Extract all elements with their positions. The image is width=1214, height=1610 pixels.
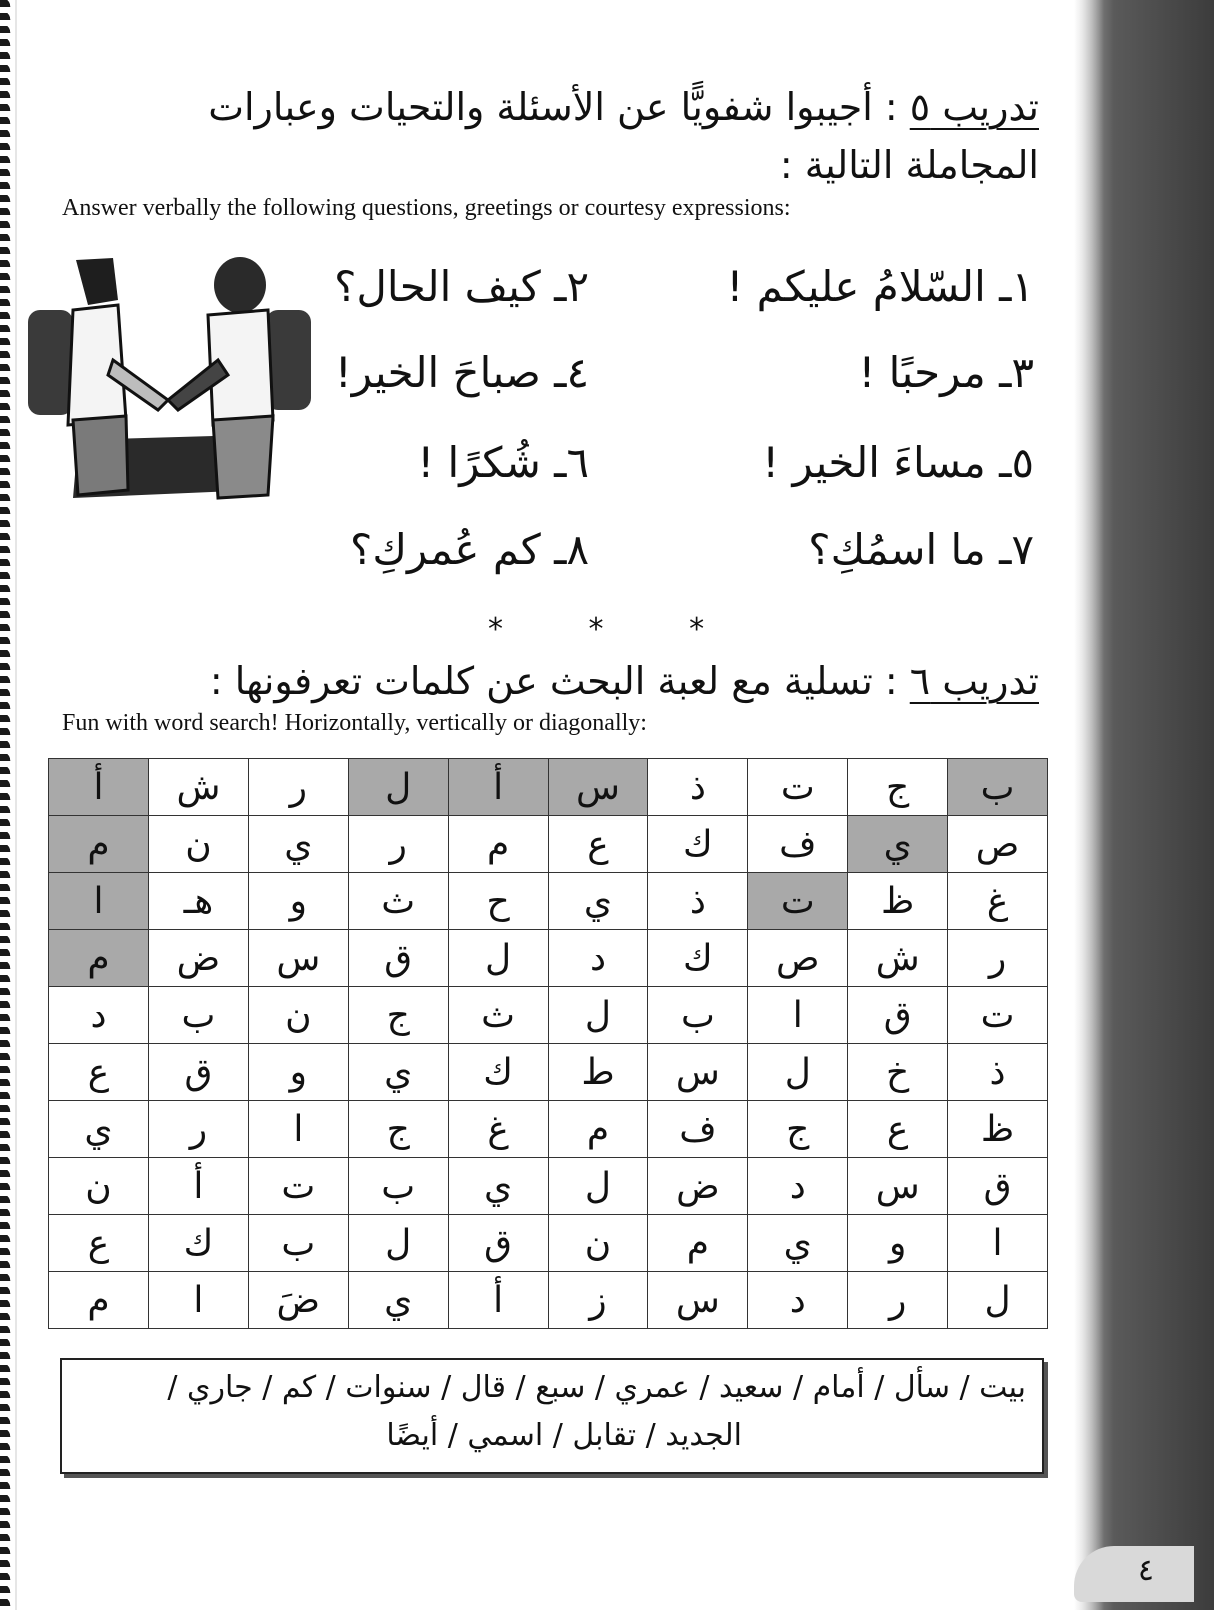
grid-cell[interactable]: ي [348,1044,448,1101]
grid-cell[interactable]: ا [148,1272,248,1329]
grid-cell[interactable]: ع [848,1101,948,1158]
grid-cell[interactable]: ف [648,1101,748,1158]
grid-cell[interactable]: ب [248,1215,348,1272]
spiral-binding [0,0,14,1610]
grid-cell[interactable]: ح [448,873,548,930]
grid-cell[interactable]: ج [748,1101,848,1158]
grid-cell[interactable]: س [248,930,348,987]
grid-cell[interactable]: ضَ [248,1272,348,1329]
grid-cell[interactable]: ق [948,1158,1048,1215]
grid-row [49,1101,1048,1158]
phrase-8: ٨ـ كم عُمركِ؟ [350,525,589,574]
grid-cell[interactable]: م [448,816,548,873]
grid-row [49,1272,1048,1329]
grid-cell[interactable]: ل [448,930,548,987]
grid-cell[interactable]: ظ [848,873,948,930]
grid-row [49,816,1048,873]
grid-cell[interactable]: س [648,1272,748,1329]
grid-cell[interactable]: غ [948,873,1048,930]
word-list-line2: الجديد / تقابل / اسمي / أيضًا [386,1418,742,1453]
grid-cell[interactable]: ذ [648,873,748,930]
phrase-6: ٦ـ شُكرًا ! [417,438,589,487]
grid-cell[interactable]: ب [348,1158,448,1215]
grid-cell[interactable]: و [248,873,348,930]
grid-cell[interactable]: ب [648,987,748,1044]
grid-cell[interactable]: ع [49,1215,149,1272]
grid-cell[interactable]: ب [148,987,248,1044]
grid-cell[interactable]: م [548,1101,648,1158]
grid-cell[interactable]: ت [248,1158,348,1215]
grid-cell[interactable]: ا [748,987,848,1044]
grid-cell[interactable]: ذ [648,759,748,816]
grid-cell[interactable]: ي [748,1215,848,1272]
grid-cell[interactable]: ص [948,816,1048,873]
phrase-2: ٢ـ كيف الحال؟ [334,262,589,311]
grid-row [49,1215,1048,1272]
grid-cell[interactable]: ق [848,987,948,1044]
grid-cell[interactable]: ن [248,987,348,1044]
grid-cell[interactable]: ع [49,1044,149,1101]
grid-cell[interactable]: ي [848,816,948,873]
grid-cell[interactable]: أ [148,1158,248,1215]
grid-cell[interactable]: س [848,1158,948,1215]
word-list-box [60,1358,1044,1474]
grid-cell[interactable]: أ [448,1272,548,1329]
handshake-illustration [18,240,318,510]
phrase-7: ٧ـ ما اسمُكِ؟ [808,525,1034,574]
grid-cell[interactable]: ت [748,873,848,930]
grid-cell[interactable]: ط [548,1044,648,1101]
phrase-1: ١ـ السّلامُ عليكم ! [726,262,1034,311]
grid-cell[interactable]: ق [148,1044,248,1101]
grid-cell[interactable]: ن [49,1158,149,1215]
grid-cell[interactable]: ر [148,1101,248,1158]
grid-cell[interactable]: م [648,1215,748,1272]
exercise6-instruction: Fun with word search! Horizontally, vertically or diagonally: [62,710,647,736]
grid-cell[interactable]: ز [548,1272,648,1329]
grid-cell[interactable]: م [49,930,149,987]
grid-cell[interactable]: ل [748,1044,848,1101]
grid-cell[interactable]: ر [948,930,1048,987]
grid-cell[interactable]: ر [248,759,348,816]
grid-cell[interactable]: ل [948,1272,1048,1329]
grid-cell[interactable]: ا [948,1215,1048,1272]
grid-cell[interactable]: ك [448,1044,548,1101]
grid-cell[interactable]: ث [348,873,448,930]
grid-cell[interactable]: ف [748,816,848,873]
page-number-tab [1074,1546,1194,1602]
grid-cell[interactable]: ك [648,930,748,987]
page-number: ٤ [1137,1553,1154,1588]
exercise5-title [60,78,1039,136]
binding-margin [15,0,17,1610]
grid-cell[interactable]: ا [248,1101,348,1158]
grid-cell[interactable]: أ [448,759,548,816]
grid-cell[interactable]: و [248,1044,348,1101]
grid-cell[interactable]: ض [648,1158,748,1215]
grid-cell[interactable]: د [49,987,149,1044]
exercise5-title-line2: المجاملة التالية : [779,143,1039,187]
grid-cell[interactable]: خ [848,1044,948,1101]
grid-cell[interactable]: ي [49,1101,149,1158]
grid-cell[interactable]: ج [348,1101,448,1158]
grid-cell[interactable]: م [49,1272,149,1329]
grid-cell[interactable]: د [748,1272,848,1329]
grid-row [49,930,1048,987]
grid-cell[interactable]: ر [348,816,448,873]
grid-row [49,1158,1048,1215]
section-separator: * * * [488,612,743,647]
exercise6-title [60,652,1039,710]
grid-cell[interactable]: ت [948,987,1048,1044]
phrase-5: ٥ـ مساءَ الخير ! [762,438,1034,487]
grid-cell[interactable]: ش [148,759,248,816]
exercise6-title-text: : تسلية مع لعبة البحث عن كلمات تعرفونها : [209,659,910,703]
grid-cell[interactable]: ل [548,1158,648,1215]
grid-cell[interactable]: س [548,759,648,816]
grid-row [49,759,1048,816]
grid-cell[interactable]: د [548,930,648,987]
exercise5-instruction: Answer verbally the following questions, greetings or courtesy expressions: [62,195,791,221]
grid-cell[interactable]: ل [348,1215,448,1272]
grid-cell[interactable]: ل [548,987,648,1044]
word-search-grid [48,758,1048,1329]
grid-cell[interactable]: أ [49,759,149,816]
page-edge-shadow [1074,0,1214,1610]
grid-cell[interactable]: ش [848,930,948,987]
grid-cell[interactable]: ب [948,759,1048,816]
grid-cell[interactable]: غ [448,1101,548,1158]
exercise6-label: تدريب ٦ [909,659,1039,703]
grid-cell[interactable]: ي [348,1272,448,1329]
grid-cell[interactable]: ن [148,816,248,873]
grid-cell[interactable]: ت [748,759,848,816]
grid-cell[interactable]: ك [648,816,748,873]
grid-cell[interactable]: هـ [148,873,248,930]
grid-cell[interactable]: ذ [948,1044,1048,1101]
grid-cell[interactable]: ك [148,1215,248,1272]
grid-cell[interactable]: ن [548,1215,648,1272]
grid-cell[interactable]: و [848,1215,948,1272]
phrase-4: ٤ـ صباحَ الخير! [334,348,589,397]
grid-cell[interactable]: س [648,1044,748,1101]
grid-cell[interactable]: ظ [948,1101,1048,1158]
grid-cell[interactable]: ص [748,930,848,987]
grid-cell[interactable]: ع [548,816,648,873]
grid-cell[interactable]: ا [49,873,149,930]
grid-cell[interactable]: ر [848,1272,948,1329]
grid-cell[interactable]: ض [148,930,248,987]
grid-row [49,873,1048,930]
exercise5-title-line1: : أجيبوا شفويًّا عن الأسئلة والتحيات وعبارات [208,85,910,129]
phrase-3: ٣ـ مرحبًا ! [858,348,1034,397]
grid-row [49,987,1048,1044]
grid-cell[interactable]: ج [848,759,948,816]
exercise5-label: تدريب ٥ [909,85,1039,129]
grid-row [49,1044,1048,1101]
grid-cell[interactable]: ق [448,1215,548,1272]
grid-cell[interactable]: د [748,1158,848,1215]
grid-cell[interactable]: ل [348,759,448,816]
word-list-line1: بيت / سأل / أمام / سعيد / عمري / سبع / قال / سنوات / كم / جاري / [167,1370,1026,1405]
grid-cell[interactable]: ق [348,930,448,987]
grid-cell[interactable]: ج [348,987,448,1044]
grid-cell[interactable]: ث [448,987,548,1044]
grid-cell[interactable]: ي [248,816,348,873]
grid-cell[interactable]: م [49,816,149,873]
grid-cell[interactable]: ي [448,1158,548,1215]
grid-cell[interactable]: ي [548,873,648,930]
